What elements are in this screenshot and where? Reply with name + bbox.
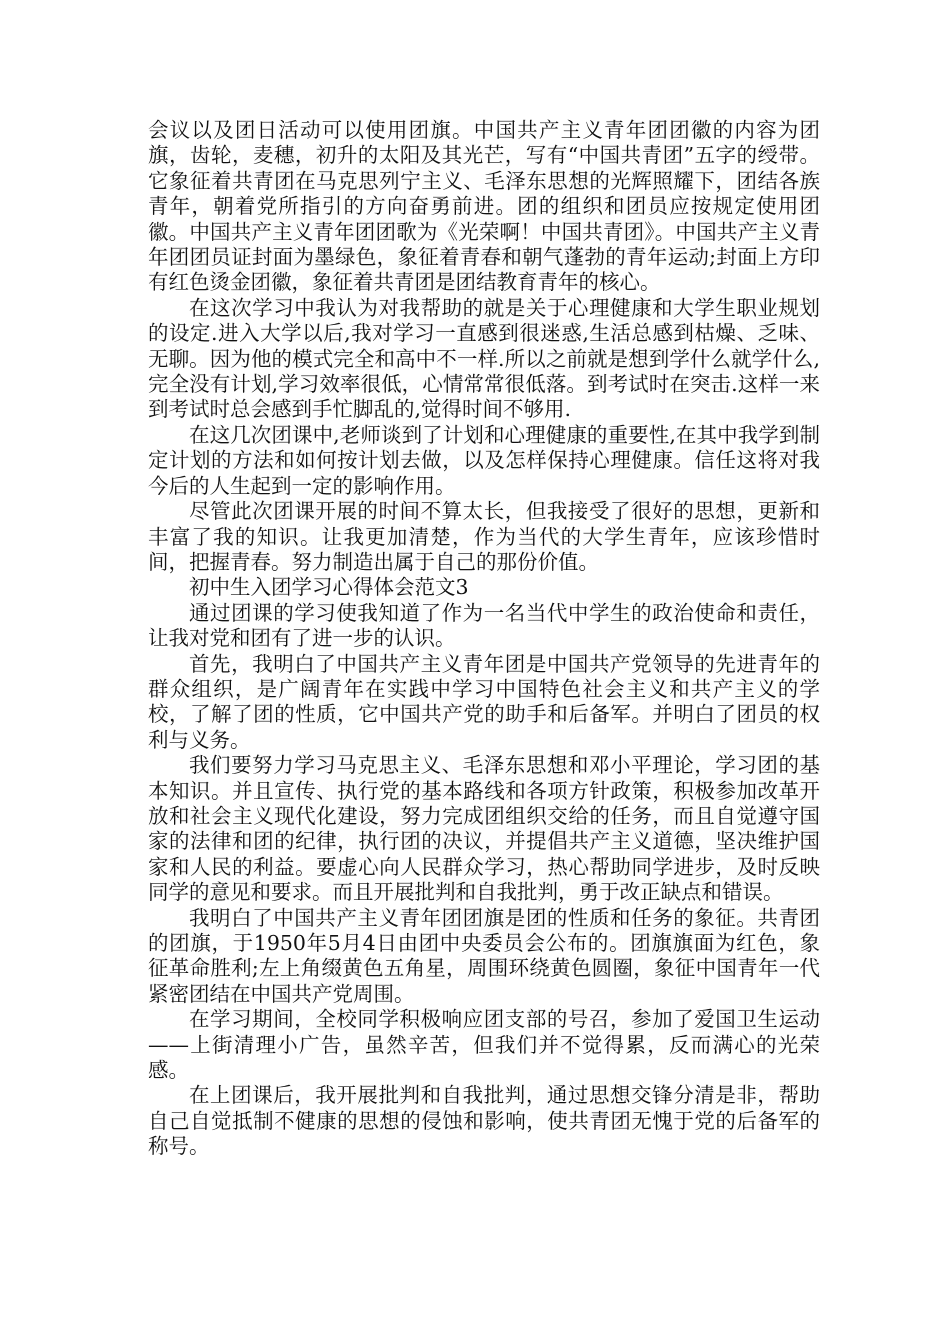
paragraph: 首先，我明白了中国共产主义青年团是中国共产党领导的先进青年的群众组织，是广阔青年在实践中学习中国特色社会主义和共产主义的学校，了解了团的性质，它中国共产党的助手和后备军。并明白了团员的权利与义务。 bbox=[148, 651, 820, 752]
paragraph-continuation: 会议以及团日活动可以使用团旗。中国共产主义青年团团徽的内容为团旗，齿轮，麦穗，初升的太阳及其光芒，写有“中国共青团”五字的绶带。它象征着共青团在马克思列宁主义、毛泽东思想的光辉照耀下，团结各族青年，朝着党所指引的方向奋勇前进。团的组织和团员应按规定使用团徽。中国共产主义青年团团歌为《光荣啊！中国共青团》。中国共产主义青年团团员证封面为墨绿色，象征着青春和朝气蓬勃的青年运动;封面上方印有红色烫金团徽，象征着共青团是团结教育青年的核心。 bbox=[148, 118, 820, 295]
paragraph: 在这次学习中我认为对我帮助的就是关于心理健康和大学生职业规划的设定.进入大学以后,我对学习一直感到很迷惑,生活总感到枯燥、乏味、无聊。因为他的模式完全和高中不一样.所以之前就是想到学什么就学什么,完全没有计划,学习效率很低，心情常常很低落。到考试时在突击.这样一来到考试时总会感到手忙脚乱的,觉得时间不够用. bbox=[148, 295, 820, 422]
paragraph: 我们要努力学习马克思主义、毛泽东思想和邓小平理论，学习团的基本知识。并且宣传、执行党的基本路线和各项方针政策，积极参加改革开放和社会主义现代化建设，努力完成团组织交给的任务，而且自觉遵守国家的法律和团的纪律，执行团的决议，并提倡共产主义道德，坚决维护国家和人民的利益。要虚心向人民群众学习，热心帮助同学进步，及时反映同学的意见和要求。而且开展批判和自我批判，勇于改正缺点和错误。 bbox=[148, 753, 820, 905]
paragraph: 我明白了中国共产主义青年团团旗是团的性质和任务的象征。共青团的团旗，于1950年5月4日由团中央委员会公布的。团旗旗面为红色，象征革命胜利;左上角缀黄色五角星，周围环绕黄色圆圈，象征中国青年一代紧密团结在中国共产党周围。 bbox=[148, 905, 820, 1006]
paragraph: 尽管此次团课开展的时间不算太长，但我接受了很好的思想，更新和丰富了我的知识。让我更加清楚，作为当代的大学生青年，应该珍惜时间，把握青春。努力制造出属于自己的那份价值。 bbox=[148, 499, 820, 574]
section-heading: 初中生入团学习心得体会范文3 bbox=[189, 575, 469, 600]
paragraph: 在这几次团课中,老师谈到了计划和心理健康的重要性,在其中我学到制定计划的方法和如何按计划去做，以及怎样保持心理健康。信任这将对我今后的人生起到一定的影响作用。 bbox=[148, 422, 820, 498]
document-body bbox=[148, 118, 820, 1160]
paragraph: 在上团课后，我开展批判和自我批判，通过思想交锋分清是非，帮助自己自觉抵制不健康的思想的侵蚀和影响，使共青团无愧于党的后备军的称号。 bbox=[148, 1083, 820, 1159]
paragraph: 通过团课的学习使我知道了作为一名当代中学生的政治使命和责任，让我对党和团有了进一步的认识。 bbox=[148, 600, 820, 651]
paragraph: 在学习期间，全校同学积极响应团支部的号召，参加了爱国卫生运动——上街清理小广告，虽然辛苦，但我们并不觉得累，反而满心的光荣感。 bbox=[148, 1007, 820, 1083]
